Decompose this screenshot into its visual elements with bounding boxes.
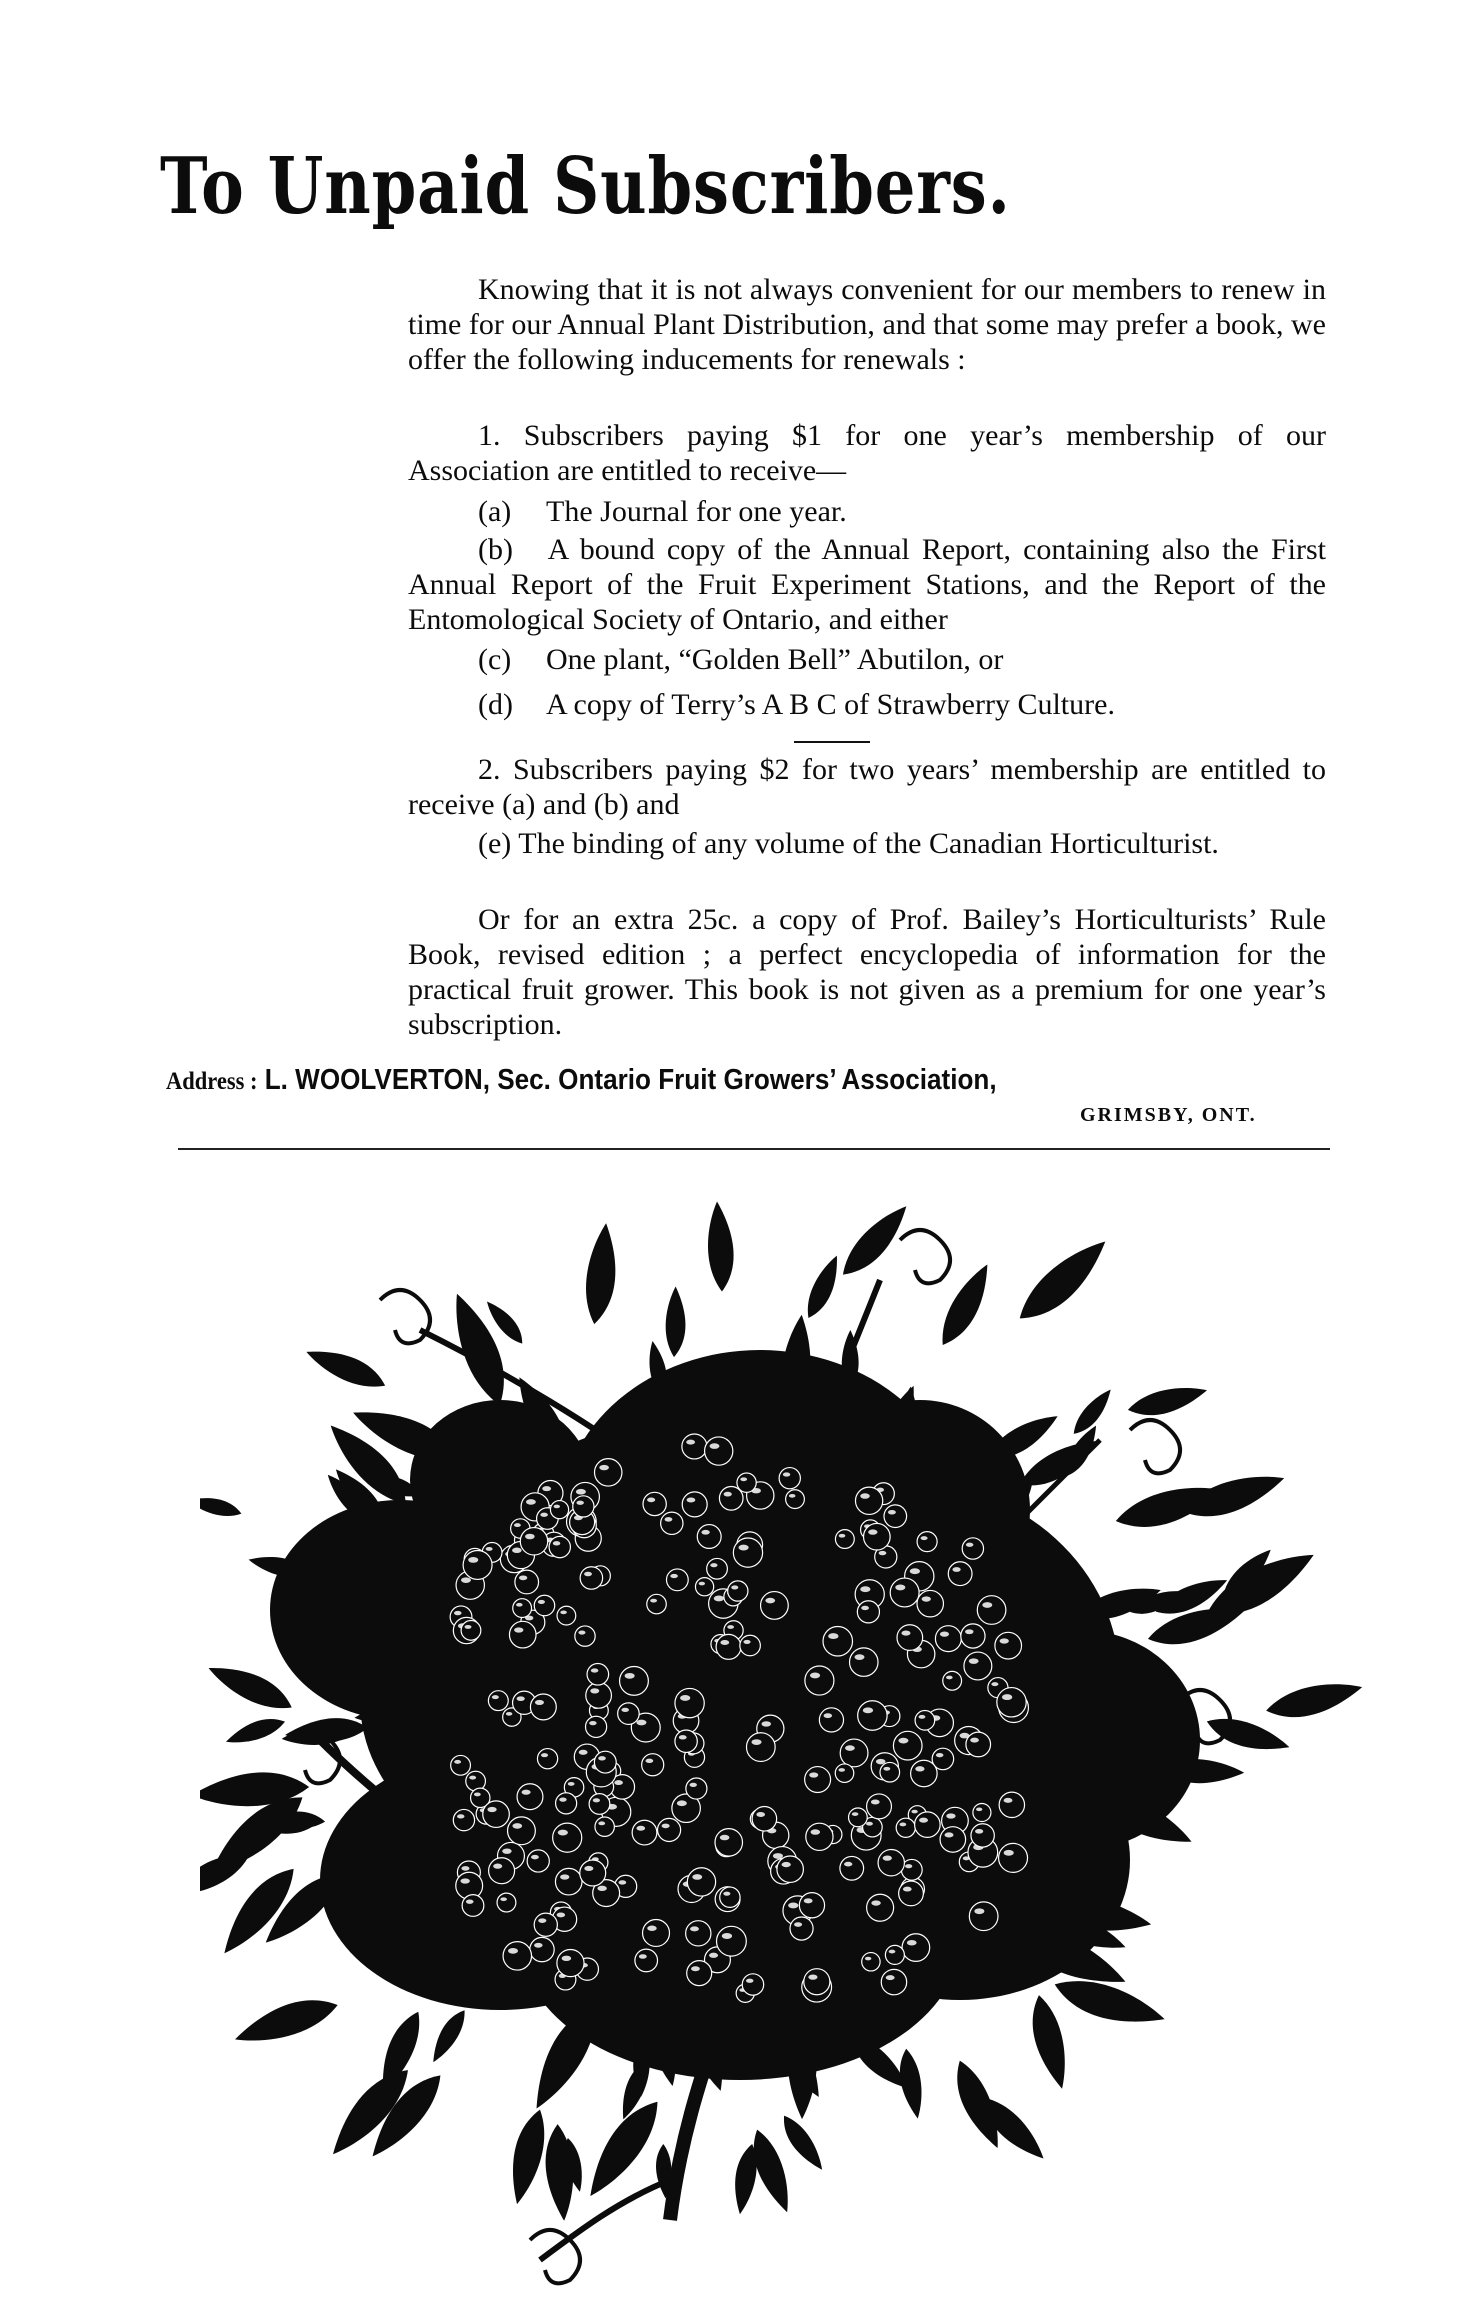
address-town: GRIMSBY, ONT. — [1080, 1104, 1257, 1126]
address-label: Address : — [166, 1068, 258, 1095]
item-text: The Journal for one year. — [546, 495, 847, 528]
item-text: One plant, “Golden Bell” Abutilon, or — [546, 643, 1004, 676]
item-text: A copy of Terry’s A B C of Strawberry Culture. — [546, 688, 1115, 721]
item-marker: (b) — [478, 533, 513, 566]
item-marker: (d) — [478, 688, 513, 721]
horizontal-rule — [178, 1148, 1330, 1150]
intro-paragraph: Knowing that it is not always convenient for our members to renew in time for our Annual Plant Distribution, and that some may prefer a book, we offer the following inducements for renewals : — [408, 273, 1326, 376]
grape-vine-cluster-illustration — [200, 1180, 1400, 2300]
offer-item-d — [478, 687, 1115, 722]
address-name: L. WOOLVERTON, Sec. Ontario Fruit Growers’ Association, — [264, 1064, 997, 1096]
offer-item-a — [478, 494, 847, 529]
address-line — [166, 1064, 997, 1097]
offer-one-paragraph: 1. Subscribers paying $1 for one year’s membership of our Association are entitled to receive— — [408, 419, 1326, 487]
offer-two-paragraph: 2. Subscribers paying $2 for two years’ membership are entitled to receive (a) and (b) and — [408, 753, 1326, 821]
offer-item-b — [408, 532, 1326, 637]
section-divider — [794, 741, 870, 743]
vine-art — [200, 1198, 1366, 2283]
item-text: A bound copy of the Annual Report, containing also the First Annual Report of the Fruit Experiment Stations, and the Report of the Entomological Society of Ontario, and either — [408, 533, 1326, 636]
page-title: To Unpaid Subscribers. — [160, 141, 1011, 232]
item-marker: (c) — [478, 643, 512, 676]
offer-item-e: (e) The binding of any volume of the Canadian Horticulturist. — [478, 827, 1219, 860]
extra-offer-paragraph: Or for an extra 25c. a copy of Prof. Bailey’s Horticulturists’ Rule Book, revised edition ; a perfect encyclopedia of information for the practical fruit grower. This book is not given as a premium for one year’s subscription. — [408, 903, 1326, 1041]
item-marker: (a) — [478, 495, 512, 528]
offer-item-c — [478, 642, 1003, 677]
